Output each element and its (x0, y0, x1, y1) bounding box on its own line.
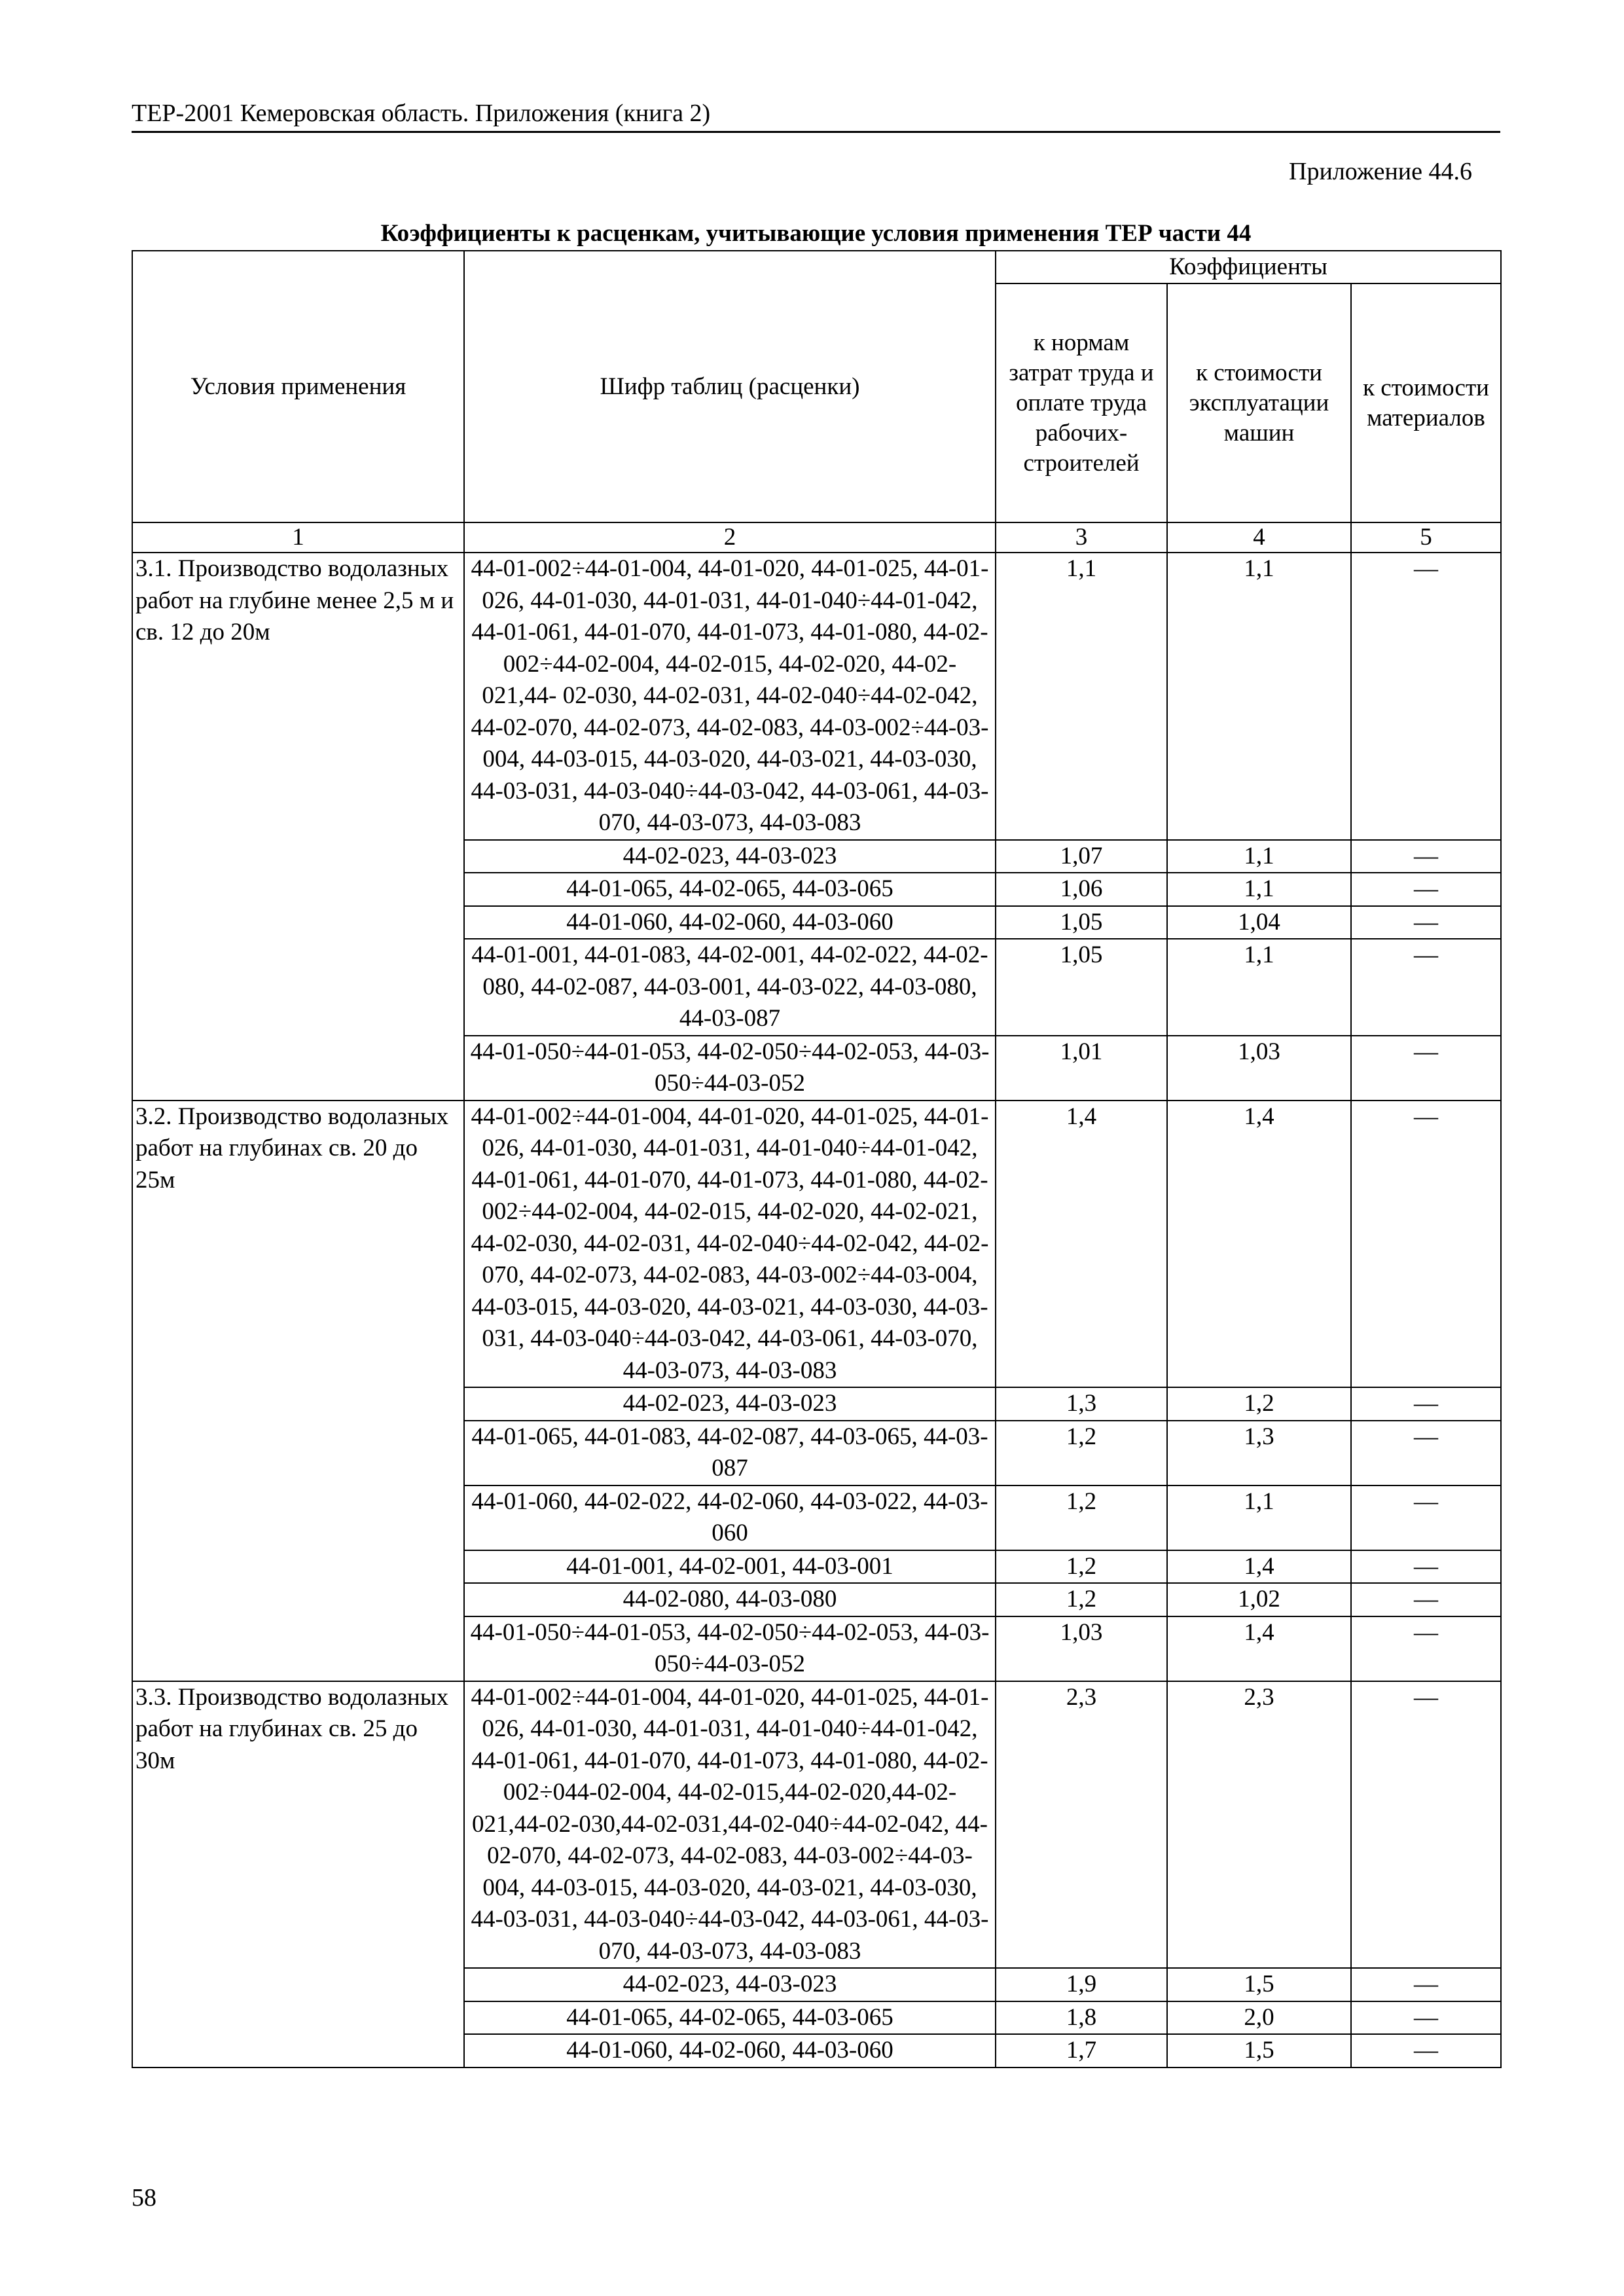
materials-coef-cell: — (1351, 939, 1501, 1036)
machines-coef-cell: 1,4 (1167, 1616, 1351, 1681)
materials-coef-cell: — (1351, 1421, 1501, 1485)
materials-coef-cell: — (1351, 2001, 1501, 2035)
labor-coef-cell: 1,2 (996, 1485, 1167, 1550)
condition-cell: 3.2. Производство водолазных работ на глубинах св. 20 до 25м (132, 1101, 464, 1681)
column-number: 5 (1351, 522, 1501, 553)
machines-coef-cell: 1,2 (1167, 1387, 1351, 1421)
coefficients-table (132, 250, 1502, 2068)
code-cell: 44-02-023, 44-03-023 (464, 1968, 996, 2001)
labor-coef-cell: 1,3 (996, 1387, 1167, 1421)
machines-coef-cell: 1,04 (1167, 906, 1351, 939)
column-numbers-row (132, 522, 1501, 553)
labor-coef-cell: 1,7 (996, 2034, 1167, 2068)
header-code: Шифр таблиц (расценки) (464, 251, 996, 522)
materials-coef-cell: — (1351, 1968, 1501, 2001)
header-materials: к стоимости материалов (1351, 283, 1501, 522)
materials-coef-cell: — (1351, 840, 1501, 873)
labor-coef-cell: 1,2 (996, 1421, 1167, 1485)
machines-coef-cell: 1,1 (1167, 1485, 1351, 1550)
column-number: 4 (1167, 522, 1351, 553)
labor-coef-cell: 1,4 (996, 1101, 1167, 1388)
code-cell: 44-01-050÷44-01-053, 44-02-050÷44-02-053, 44-03-050÷44-03-052 (464, 1036, 996, 1101)
labor-coef-cell: 1,01 (996, 1036, 1167, 1101)
code-cell: 44-01-060, 44-02-060, 44-03-060 (464, 2034, 996, 2068)
code-cell: 44-01-065, 44-02-065, 44-03-065 (464, 873, 996, 906)
condition-cell: 3.1. Производство водолазных работ на глубине менее 2,5 м и св. 12 до 20м (132, 553, 464, 1101)
header-coefficients: Коэффициенты (996, 251, 1501, 283)
machines-coef-cell: 2,0 (1167, 2001, 1351, 2035)
table-row (132, 1101, 1501, 1388)
code-cell: 44-01-002÷44-01-004, 44-01-020, 44-01-025, 44-01-026, 44-01-030, 44-01-031, 44-01-040÷44-01-042, 44-01-061, 44-01-070, 44-01-073, 44-01-080, 44-02-002÷044-02-004, 44-02-015,44-02-020,44-02-021,44-02-030,44-02-031,44-02-040÷44-02-042, 44-02-070, 44-02-073, 44-02-083, 44-03-002÷44-03-004, 44-03-015, 44-03-020, 44-03-021, 44-03-030, 44-03-031, 44-03-040÷44-03-042, 44-03-061, 44-03-070, 44-03-073, 44-03-083 (464, 1681, 996, 1969)
labor-coef-cell: 1,05 (996, 906, 1167, 939)
machines-coef-cell: 1,1 (1167, 840, 1351, 873)
labor-coef-cell: 1,03 (996, 1616, 1167, 1681)
materials-coef-cell: — (1351, 1616, 1501, 1681)
code-cell: 44-01-060, 44-02-022, 44-02-060, 44-03-022, 44-03-060 (464, 1485, 996, 1550)
page-number: 58 (132, 2184, 156, 2212)
materials-coef-cell: — (1351, 1583, 1501, 1616)
running-header: ТЕР-2001 Кемеровская область. Приложения (книга 2) (132, 98, 1500, 133)
labor-coef-cell: 1,9 (996, 1968, 1167, 2001)
materials-coef-cell: — (1351, 873, 1501, 906)
code-cell: 44-01-060, 44-02-060, 44-03-060 (464, 906, 996, 939)
materials-coef-cell: — (1351, 1387, 1501, 1421)
code-cell: 44-01-002÷44-01-004, 44-01-020, 44-01-025, 44-01-026, 44-01-030, 44-01-031, 44-01-040÷44-01-042, 44-01-061, 44-01-070, 44-01-073, 44-01-080, 44-02-002÷44-02-004, 44-02-015, 44-02-020, 44-02-021,44- 02-030, 44-02-031, 44-02-040÷44-02-042, 44-02-070, 44-02-073, 44-02-083, 44-03-002÷44-03-004, 44-03-015, 44-03-020, 44-03-021, 44-03-030, 44-03-031, 44-03-040÷44-03-042, 44-03-061, 44-03-070, 44-03-073, 44-03-083 (464, 553, 996, 840)
labor-coef-cell: 2,3 (996, 1681, 1167, 1969)
code-cell: 44-01-050÷44-01-053, 44-02-050÷44-02-053, 44-03-050÷44-03-052 (464, 1616, 996, 1681)
code-cell: 44-02-023, 44-03-023 (464, 1387, 996, 1421)
header-machines: к стоимости эксплуатации машин (1167, 283, 1351, 522)
code-cell: 44-01-001, 44-01-083, 44-02-001, 44-02-022, 44-02-080, 44-02-087, 44-03-001, 44-03-022, 44-03-080, 44-03-087 (464, 939, 996, 1036)
code-cell: 44-02-023, 44-03-023 (464, 840, 996, 873)
materials-coef-cell: — (1351, 1485, 1501, 1550)
materials-coef-cell: — (1351, 1681, 1501, 1969)
machines-coef-cell: 1,4 (1167, 1101, 1351, 1388)
machines-coef-cell: 1,1 (1167, 553, 1351, 840)
labor-coef-cell: 1,05 (996, 939, 1167, 1036)
table-row (132, 553, 1501, 840)
labor-coef-cell: 1,8 (996, 2001, 1167, 2035)
machines-coef-cell: 2,3 (1167, 1681, 1351, 1969)
table-title: Коэффициенты к расценкам, учитывающие условия применения ТЕР части 44 (380, 220, 1252, 247)
machines-coef-cell: 1,1 (1167, 939, 1351, 1036)
code-cell: 44-01-065, 44-01-083, 44-02-087, 44-03-065, 44-03-087 (464, 1421, 996, 1485)
column-number: 1 (132, 522, 464, 553)
materials-coef-cell: — (1351, 906, 1501, 939)
machines-coef-cell: 1,4 (1167, 1550, 1351, 1584)
materials-coef-cell: — (1351, 553, 1501, 840)
code-cell: 44-01-065, 44-02-065, 44-03-065 (464, 2001, 996, 2035)
machines-coef-cell: 1,1 (1167, 873, 1351, 906)
code-cell: 44-01-002÷44-01-004, 44-01-020, 44-01-025, 44-01-026, 44-01-030, 44-01-031, 44-01-040÷44-01-042, 44-01-061, 44-01-070, 44-01-073, 44-01-080, 44-02-002÷44-02-004, 44-02-015, 44-02-020, 44-02-021, 44-02-030, 44-02-031, 44-02-040÷44-02-042, 44-02-070, 44-02-073, 44-02-083, 44-03-002÷44-03-004, 44-03-015, 44-03-020, 44-03-021, 44-03-030, 44-03-031, 44-03-040÷44-03-042, 44-03-061, 44-03-070, 44-03-073, 44-03-083 (464, 1101, 996, 1388)
machines-coef-cell: 1,3 (1167, 1421, 1351, 1485)
machines-coef-cell: 1,03 (1167, 1036, 1351, 1101)
column-number: 2 (464, 522, 996, 553)
header-conditions: Условия применения (132, 251, 464, 522)
labor-coef-cell: 1,07 (996, 840, 1167, 873)
appendix-label: Приложение 44.6 (1289, 158, 1472, 185)
machines-coef-cell: 1,5 (1167, 2034, 1351, 2068)
code-cell: 44-02-080, 44-03-080 (464, 1583, 996, 1616)
labor-coef-cell: 1,1 (996, 553, 1167, 840)
labor-coef-cell: 1,06 (996, 873, 1167, 906)
labor-coef-cell: 1,2 (996, 1583, 1167, 1616)
machines-coef-cell: 1,02 (1167, 1583, 1351, 1616)
materials-coef-cell: — (1351, 2034, 1501, 2068)
table-row (132, 1681, 1501, 1969)
code-cell: 44-01-001, 44-02-001, 44-03-001 (464, 1550, 996, 1584)
materials-coef-cell: — (1351, 1036, 1501, 1101)
materials-coef-cell: — (1351, 1550, 1501, 1584)
condition-cell: 3.3. Производство водолазных работ на глубинах св. 25 до 30м (132, 1681, 464, 2068)
labor-coef-cell: 1,2 (996, 1550, 1167, 1584)
header-labor: к нормам затрат труда и оплате труда рабочих-строителей (996, 283, 1167, 522)
column-number: 3 (996, 522, 1167, 553)
materials-coef-cell: — (1351, 1101, 1501, 1388)
machines-coef-cell: 1,5 (1167, 1968, 1351, 2001)
